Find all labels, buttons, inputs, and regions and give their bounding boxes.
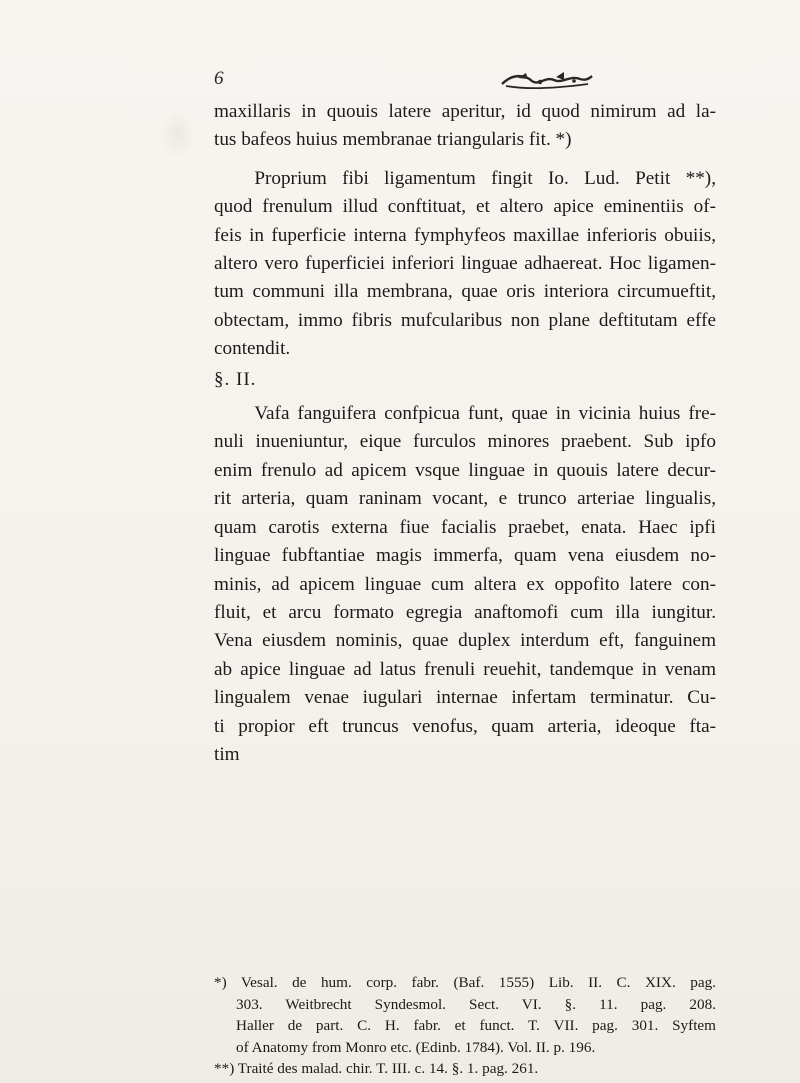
text-line: rit arteria, quam raninam vocant, e trunco arteriae lingualis, — [214, 488, 716, 510]
text-line: ti propior eft truncus venofus, quam arteria, ideoque fta- — [214, 715, 716, 737]
text-line: lingualem venae iugulari internae infertam terminatur. Cu- — [214, 687, 716, 709]
text-line: quod frenulum illud conftituat, et altero apice eminentiis of- — [214, 196, 716, 218]
paragraph-gap — [214, 155, 716, 165]
footnote-line: *) Vesal. de hum. corp. fabr. (Baf. 1555) Lib. II. C. XIX. pag. — [214, 974, 716, 991]
text-line: maxillaris in quouis latere aperitur, id quod nimirum ad la- — [214, 101, 716, 122]
section-heading: §. II. — [214, 368, 257, 390]
text-line: linguae fubftantiae magis immerfa, quam vena eiusdem no- — [214, 545, 716, 567]
text-line: nuli inueniuntur, eique furculos minores praebent. Sub ipfo — [214, 431, 716, 453]
footnotes — [214, 972, 716, 1080]
footnote-line: of Anatomy from Monro etc. (Edinb. 1784). Vol. II. p. 196. — [236, 1038, 596, 1056]
text-line: tus bafeos huius membranae triangularis fit. *) — [214, 129, 572, 151]
footnote-line: Haller de part. C. H. fabr. et funct. T. VII. pag. 301. Syftem — [236, 1017, 716, 1034]
main-text — [214, 98, 716, 769]
text-line: contendit. — [214, 338, 291, 360]
paragraph-2 — [214, 165, 716, 364]
text-line: altero vero fuperficiei inferiori linguae adhaereat. Hoc ligamen- — [214, 253, 716, 275]
text-line: obtectam, immo fibris mufcularibus non plane deftitutam effe — [214, 309, 716, 331]
text-line: minis, ad apicem linguae cum altera ex oppofito latere con- — [214, 573, 716, 595]
paper-stain — [160, 108, 196, 160]
text-line: Vafa fanguifera confpicua funt, quae in vicinia huius fre- — [254, 403, 716, 425]
paragraph-3 — [214, 400, 716, 741]
text-line: Proprium fibi ligamentum fingit Io. Lud. Petit **), — [254, 167, 716, 189]
text-line: Vena eiusdem nominis, quae duplex interdum eft, fanguinem — [214, 630, 716, 652]
text-line: tum communi illa membrana, quae oris interiora circumueftit, — [214, 281, 716, 303]
printer-ornament-icon — [498, 72, 594, 90]
paragraph-1 — [214, 98, 716, 155]
page-number: 6 — [214, 68, 224, 89]
text-line: ab apice linguae ad latus frenuli reuehit, tandemque in venam — [214, 658, 716, 680]
catchword: tim — [214, 743, 240, 765]
footnote-line: 303. Weitbrecht Syndesmol. Sect. VI. §. 11. pag. 208. — [236, 995, 716, 1013]
text-line: fluit, et arcu formato egregia anaftomofi cum illa iungitur. — [214, 601, 716, 623]
text-line: enim frenulo ad apicem vsque linguae in quouis latere decur- — [214, 459, 716, 481]
text-line: feis in fuperficie interna fymphyfeos maxillae inferioris obuiis, — [214, 224, 716, 246]
footnote-line: **) Traité des malad. chir. T. III. c. 14. §. 1. pag. 261. — [214, 1060, 539, 1077]
text-line: quam carotis externa fiue facialis praebet, enata. Haec ipfi — [214, 516, 716, 538]
